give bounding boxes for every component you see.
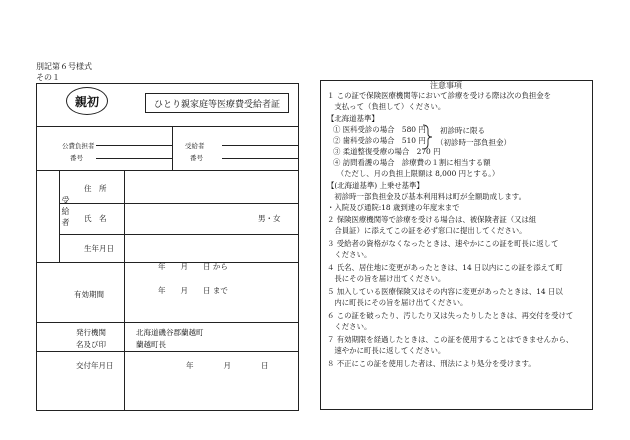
- note-line: 支払って（負担して）ください。: [327, 102, 446, 111]
- brace-icon: [422, 124, 434, 150]
- note-line: 初診時一部負担金及び基本利用料は町が全額助成します。: [327, 192, 526, 201]
- note-line: １ この証で保険医療機関等において診療を受ける際は次の負担金を: [327, 91, 552, 100]
- note-line: 【(北海道基準) 上乗せ基準】: [327, 181, 424, 190]
- note-line: 【北海道基準】: [327, 114, 379, 123]
- issue-date-label: 交付年月日: [76, 361, 114, 370]
- recipient-number-field: [222, 132, 299, 168]
- form-number: 別記第６号様式: [36, 62, 92, 71]
- note-line: 合員証）に添えてこの証を必ず窓口に提出してください。: [327, 226, 527, 235]
- issuer-label-2: 名及び印: [76, 340, 106, 349]
- birthdate-label: 生年月日: [84, 244, 114, 253]
- brace-note: 初診時に限る: [440, 126, 485, 135]
- note-line: ください。: [327, 322, 372, 331]
- notes-title: 注意事項: [430, 81, 462, 90]
- name-label: 氏 名: [84, 214, 107, 223]
- note-line: ３ 受給者の資格がなくなったときは、速やかにこの証を町長に返して: [327, 239, 559, 248]
- issuer-value-2: 蘭越町長: [136, 340, 166, 349]
- public-payer-label-2: 番号: [70, 154, 83, 162]
- brace-note-2: （初診時一部負担金）: [436, 138, 511, 147]
- note-line: 速やかに町長に返してください。: [327, 346, 446, 355]
- address-label: 住 所: [84, 184, 107, 193]
- note-line: 内に町長にその旨を届け出てください。: [327, 298, 468, 307]
- note-line: （ただし、月の負担上限額は 8,000 円とする。）: [333, 169, 500, 178]
- note-line: ４ 氏名、居住地に変更があったときは、14 日以内にこの証を添えて町: [327, 263, 563, 272]
- note-line: ③ 柔道整復受療の場合 270 円: [333, 147, 441, 156]
- note-line: ④ 訪問看護の場合 診療費の１割に相当する額: [333, 158, 491, 167]
- recipient-no-label-2: 番号: [190, 154, 203, 162]
- badge-new: 親初: [66, 87, 108, 115]
- note-line: ください。: [327, 250, 372, 259]
- validity-from: 年 月 日 から: [158, 262, 228, 271]
- public-payer-label: 公費負担者: [62, 142, 95, 150]
- note-line: ７ 有効期限を経過したときは、この証を使用することはできませんから、: [327, 335, 574, 344]
- note-line: ５ 加入している医療保険又はその内容に変更があったときは、14 日以: [327, 287, 563, 296]
- note-line: 長にその旨を届け出てください。: [327, 274, 446, 283]
- issuer-label: 発行機関: [76, 328, 106, 337]
- public-payer-number-field: [96, 132, 172, 168]
- note-line: ① 医科受診の場合 580 円: [333, 125, 426, 134]
- card-title: ひとり親家庭等医療費受給者証: [145, 93, 289, 113]
- note-line: ② 歯科受診の場合 510 円: [333, 136, 426, 145]
- validity-to: 年 月 日 まで: [158, 286, 228, 295]
- note-line: ６ この証を破ったり、汚したり又は失ったりしたときは、再交付を受けて: [327, 311, 574, 320]
- issue-date-value: 年 月 日: [186, 361, 269, 370]
- note-line: ８ 不正にこの証を使用した者は、刑法により処分を受けます。: [327, 359, 536, 368]
- gender-options: 男・女: [258, 214, 281, 223]
- recipient-section-label: 受給者: [61, 196, 70, 229]
- validity-label: 有効期間: [74, 290, 104, 299]
- recipient-no-label: 受給者: [185, 142, 205, 150]
- note-line: ２ 保険医療機関等で診療を受ける場合は、被保険者証（又は組: [327, 215, 537, 224]
- form-subnumber: その１: [36, 73, 60, 82]
- issuer-value: 北海道磯谷郡蘭越町: [136, 328, 204, 337]
- note-line: ・入院及び通院:18 歳到達の年度末まで: [327, 203, 460, 212]
